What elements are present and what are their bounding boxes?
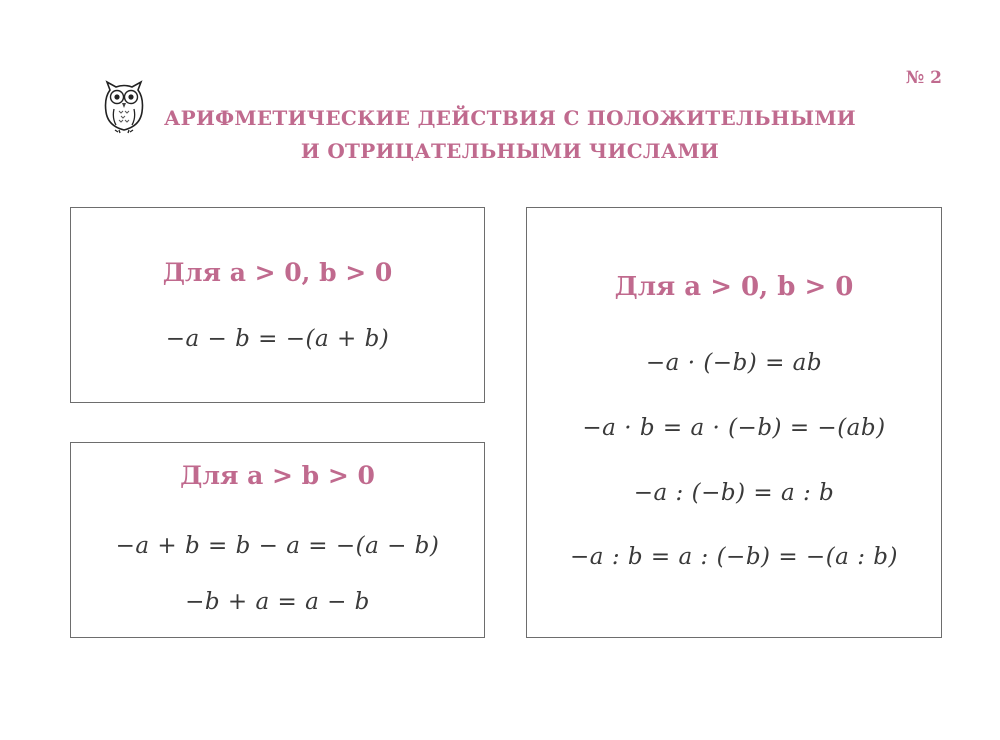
formula: −a − b = −(a + b) (165, 326, 390, 352)
page-title (150, 102, 870, 168)
rule-box-multiplication-division (526, 207, 942, 638)
rule-box-difference (70, 442, 485, 638)
formula: −a + b = b − a = −(a − b) (115, 533, 440, 559)
formula: −a · b = a · (−b) = −(ab) (582, 415, 886, 441)
title-line-2: И ОТРИЦАТЕЛЬНЫМИ ЧИСЛАМИ (300, 139, 720, 163)
title-line-1: АРИФМЕТИЧЕСКИЕ ДЕЙСТВИЯ С ПОЛОЖИТЕЛЬНЫМИ (164, 106, 856, 130)
formula: −a : (−b) = a : b (633, 480, 835, 506)
formula: −a · (−b) = ab (645, 350, 823, 376)
box-heading: Для a > b > 0 (180, 461, 375, 490)
page-number: № 2 (905, 68, 942, 88)
rule-box-sum-negatives (70, 207, 485, 403)
formula: −b + a = a − b (185, 589, 370, 615)
box-heading: Для a > 0, b > 0 (614, 272, 854, 302)
formula: −a : b = a : (−b) = −(a : b) (570, 544, 898, 570)
owl-icon (102, 80, 146, 134)
box-heading: Для a > 0, b > 0 (162, 258, 393, 287)
